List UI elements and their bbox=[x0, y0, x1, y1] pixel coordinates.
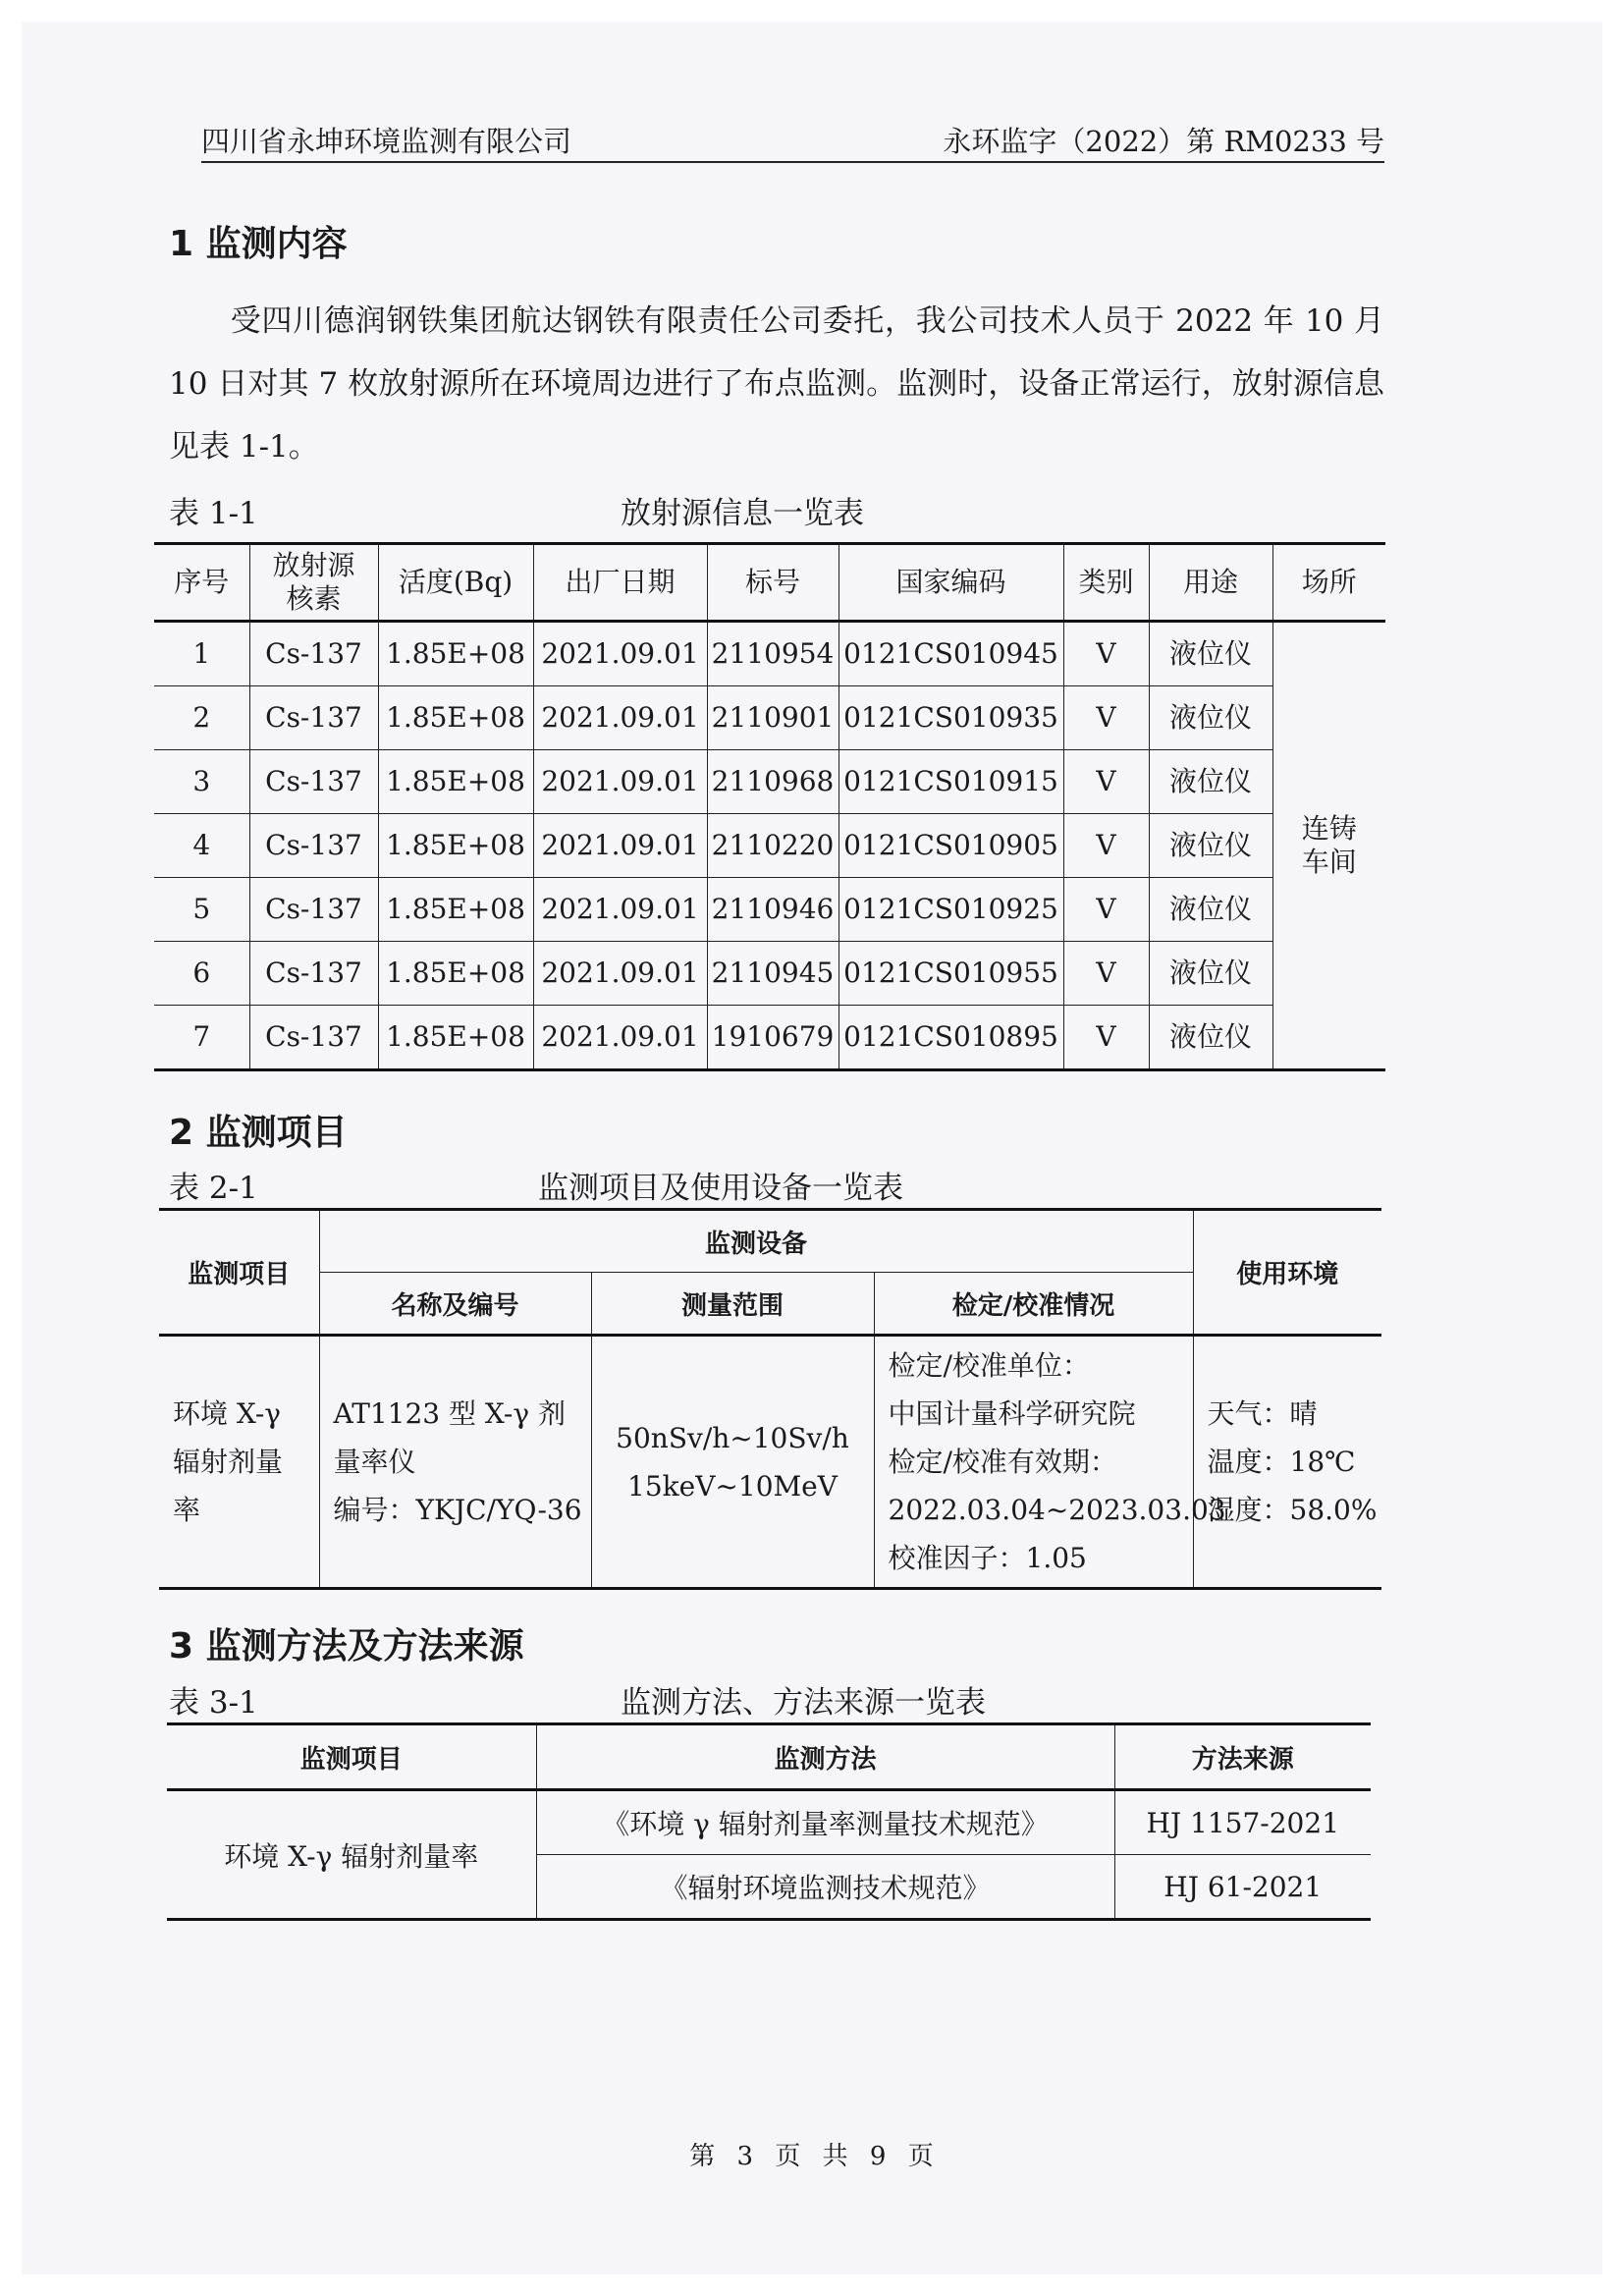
equipment-table bbox=[159, 1208, 1381, 1590]
cell: 2110968 bbox=[707, 750, 839, 814]
monitoring-item-cell: 环境 X-γ 辐射剂量率 bbox=[167, 1790, 536, 1920]
cell: 3 bbox=[154, 750, 249, 814]
cell: 1.85E+08 bbox=[378, 942, 533, 1006]
table-row bbox=[154, 1006, 1385, 1070]
cell: V bbox=[1063, 622, 1149, 686]
monitoring-item-cell bbox=[159, 1336, 319, 1589]
cell: 2021.09.01 bbox=[533, 622, 707, 686]
header-cell: 用途 bbox=[1149, 544, 1272, 622]
calib-valid: 2022.03.04~2023.03.03 bbox=[888, 1494, 1226, 1526]
table-2-label: 表 2-1 bbox=[169, 1171, 258, 1206]
cell: Cs-137 bbox=[249, 1006, 378, 1070]
cell: 2110945 bbox=[707, 942, 839, 1006]
measure-range-cell bbox=[591, 1336, 874, 1589]
cell: 2021.09.01 bbox=[533, 1006, 707, 1070]
table-row bbox=[154, 622, 1385, 686]
section-1-text: 受四川德润钢铁集团航达钢铁有限责任公司委托，我公司技术人员于 2022 年 10 月 10 日对其 7 枚放射源所在环境周边进行了布点监测。监测时，设备正常运行，放射源信息见表 1-1。 bbox=[169, 303, 1384, 465]
location-cell bbox=[1272, 622, 1385, 1070]
cell: 1.85E+08 bbox=[378, 814, 533, 878]
measure-range-dose: 50nSv/h~10Sv/h bbox=[616, 1421, 849, 1454]
table-2-header-row-1 bbox=[159, 1210, 1381, 1273]
method-cell: 《环境 γ 辐射剂量率测量技术规范》 bbox=[536, 1790, 1114, 1855]
page-header bbox=[201, 116, 1384, 163]
location-text: 连铸车间 bbox=[1301, 812, 1357, 878]
header-cell: 放射源核素 bbox=[249, 544, 378, 622]
header-cell: 类别 bbox=[1063, 544, 1149, 622]
calib-valid-label: 检定/校准有效期： bbox=[888, 1446, 1117, 1478]
cell: 1910679 bbox=[707, 1006, 839, 1070]
cell: V bbox=[1063, 814, 1149, 878]
cell: 0121CS010895 bbox=[839, 1006, 1063, 1070]
cell: V bbox=[1063, 686, 1149, 750]
cell: 0121CS010915 bbox=[839, 750, 1063, 814]
header-cell: 监测项目 bbox=[167, 1724, 536, 1790]
table-row bbox=[167, 1790, 1371, 1855]
cell: Cs-137 bbox=[249, 750, 378, 814]
cell: 1.85E+08 bbox=[378, 878, 533, 942]
calib-unit: 中国计量科学研究院 bbox=[888, 1397, 1136, 1430]
header-cell: 名称及编号 bbox=[319, 1273, 591, 1336]
env-temperature: 温度：18℃ bbox=[1207, 1446, 1356, 1478]
source-cell: HJ 61-2021 bbox=[1114, 1855, 1371, 1920]
method-table bbox=[167, 1722, 1371, 1921]
header-cell: 出厂日期 bbox=[533, 544, 707, 622]
header-cell: 活度(Bq) bbox=[378, 544, 533, 622]
section-1-paragraph bbox=[169, 290, 1384, 478]
table-3-title: 监测方法、方法来源一览表 bbox=[621, 1685, 986, 1721]
cell: Cs-137 bbox=[249, 942, 378, 1006]
header-cell: 监测方法 bbox=[536, 1724, 1114, 1790]
radioactive-source-table bbox=[154, 542, 1385, 1071]
cell: 2110220 bbox=[707, 814, 839, 878]
header-cell: 使用环境 bbox=[1193, 1210, 1381, 1336]
table-3-header-row bbox=[167, 1724, 1371, 1790]
cell: 1.85E+08 bbox=[378, 750, 533, 814]
cell: 0121CS010945 bbox=[839, 622, 1063, 686]
cell: 液位仪 bbox=[1149, 814, 1272, 878]
header-cell: 序号 bbox=[154, 544, 249, 622]
section-1-heading: 1 监测内容 bbox=[169, 224, 348, 264]
table-row bbox=[154, 942, 1385, 1006]
cell: 2110946 bbox=[707, 878, 839, 942]
cell: 2021.09.01 bbox=[533, 814, 707, 878]
section-3-heading: 3 监测方法及方法来源 bbox=[169, 1626, 524, 1667]
header-cell: 检定/校准情况 bbox=[874, 1273, 1193, 1336]
table-row bbox=[154, 878, 1385, 942]
env-weather: 天气：晴 bbox=[1207, 1397, 1318, 1430]
source-cell: HJ 1157-2021 bbox=[1114, 1790, 1371, 1855]
cell: Cs-137 bbox=[249, 814, 378, 878]
cell: 1.85E+08 bbox=[378, 686, 533, 750]
cell: 2021.09.01 bbox=[533, 942, 707, 1006]
measure-range-energy: 15keV~10MeV bbox=[627, 1469, 838, 1503]
cell: 0121CS010955 bbox=[839, 942, 1063, 1006]
cell: 2021.09.01 bbox=[533, 750, 707, 814]
table-row bbox=[154, 750, 1385, 814]
header-cell: 标号 bbox=[707, 544, 839, 622]
cell: 0121CS010935 bbox=[839, 686, 1063, 750]
calib-unit-label: 检定/校准单位： bbox=[888, 1349, 1090, 1382]
method-cell: 《辐射环境监测技术规范》 bbox=[536, 1855, 1114, 1920]
environment-cell bbox=[1193, 1336, 1381, 1589]
cell: 0121CS010925 bbox=[839, 878, 1063, 942]
cell: 液位仪 bbox=[1149, 942, 1272, 1006]
cell: V bbox=[1063, 1006, 1149, 1070]
monitoring-item: 环境 X-γ 辐射剂量率 bbox=[173, 1397, 284, 1526]
cell: 5 bbox=[154, 878, 249, 942]
cell: 液位仪 bbox=[1149, 750, 1272, 814]
equipment-name: AT1123 型 X-γ 剂量率仪 bbox=[333, 1397, 566, 1478]
header-cell: 场所 bbox=[1272, 544, 1385, 622]
table-2-title: 监测项目及使用设备一览表 bbox=[538, 1171, 903, 1206]
cell: Cs-137 bbox=[249, 686, 378, 750]
table-1-header-row bbox=[154, 544, 1385, 622]
cell: Cs-137 bbox=[249, 622, 378, 686]
header-cell: 监测项目 bbox=[159, 1210, 319, 1336]
calibration-cell bbox=[874, 1336, 1226, 1589]
cell: 0121CS010905 bbox=[839, 814, 1063, 878]
cell: 2021.09.01 bbox=[533, 878, 707, 942]
cell: 液位仪 bbox=[1149, 878, 1272, 942]
table-row bbox=[154, 814, 1385, 878]
section-2-heading: 2 监测项目 bbox=[169, 1113, 348, 1153]
cell: 2110954 bbox=[707, 622, 839, 686]
company-name: 四川省永坤环境监测有限公司 bbox=[201, 125, 572, 158]
cell: 1.85E+08 bbox=[378, 1006, 533, 1070]
calib-factor: 校准因子：1.05 bbox=[888, 1542, 1087, 1574]
cell: Cs-137 bbox=[249, 878, 378, 942]
cell: 1 bbox=[154, 622, 249, 686]
equipment-number: 编号：YKJC/YQ-36 bbox=[333, 1494, 582, 1526]
cell: 6 bbox=[154, 942, 249, 1006]
table-1-label: 表 1-1 bbox=[169, 496, 258, 531]
cell: 7 bbox=[154, 1006, 249, 1070]
cell: V bbox=[1063, 942, 1149, 1006]
header-cell: 测量范围 bbox=[591, 1273, 874, 1336]
cell: 2 bbox=[154, 686, 249, 750]
header-cell: 监测设备 bbox=[319, 1210, 1193, 1273]
header-cell: 方法来源 bbox=[1114, 1724, 1371, 1790]
cell: 液位仪 bbox=[1149, 1006, 1272, 1070]
page-number: 第 3 页 共 9 页 bbox=[689, 2142, 934, 2171]
table-1-title: 放射源信息一览表 bbox=[621, 496, 864, 531]
table-row bbox=[159, 1336, 1381, 1589]
document-number: 永环监字（2022）第 RM0233 号 bbox=[943, 125, 1384, 158]
cell: 2110901 bbox=[707, 686, 839, 750]
cell: 2021.09.01 bbox=[533, 686, 707, 750]
table-3-label: 表 3-1 bbox=[169, 1685, 258, 1721]
cell: V bbox=[1063, 878, 1149, 942]
equipment-name-cell bbox=[319, 1336, 591, 1589]
cell: 液位仪 bbox=[1149, 686, 1272, 750]
cell: 液位仪 bbox=[1149, 622, 1272, 686]
table-row bbox=[154, 686, 1385, 750]
env-humidity: 湿度：58.0% bbox=[1207, 1494, 1378, 1526]
cell: 1.85E+08 bbox=[378, 622, 533, 686]
cell: 4 bbox=[154, 814, 249, 878]
cell: V bbox=[1063, 750, 1149, 814]
header-cell: 国家编码 bbox=[839, 544, 1063, 622]
